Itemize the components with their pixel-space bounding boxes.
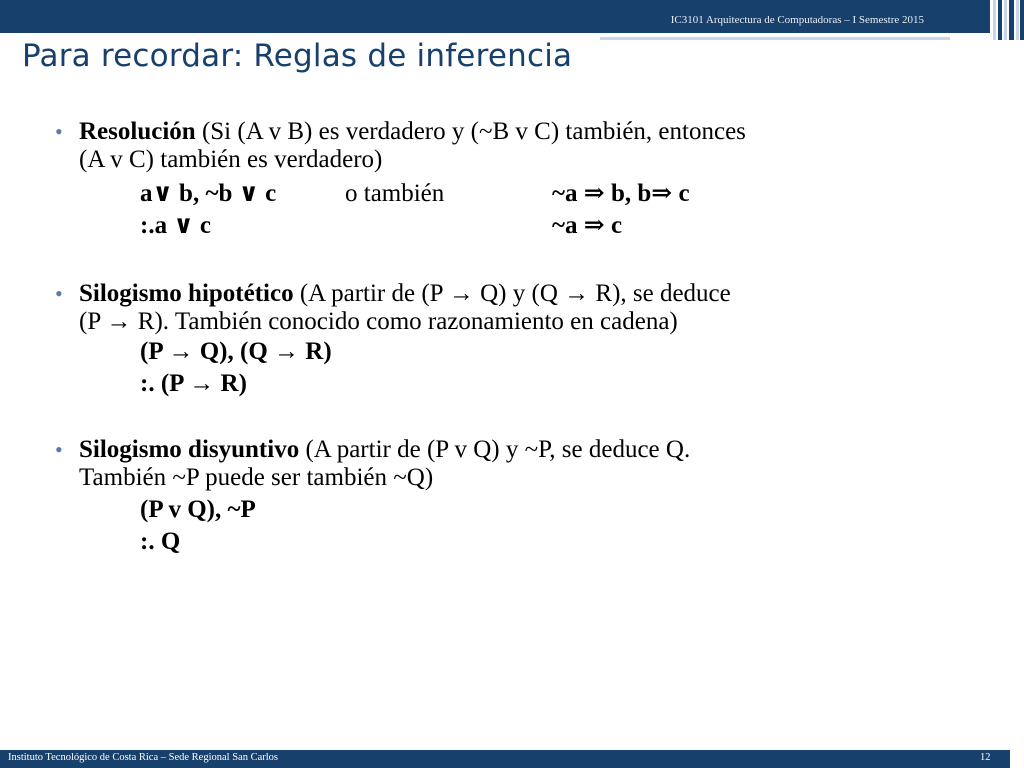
math-conclusion: :.a ∨ c bbox=[140, 212, 211, 239]
slide-content bbox=[55, 118, 955, 560]
bullet-text: (A partir de (P → Q) y (Q → R), se deduce bbox=[293, 280, 731, 307]
bullet-term: Silogismo hipotético bbox=[79, 280, 294, 307]
math-expression: (P v Q), ~P bbox=[140, 496, 256, 523]
bullet-text-continued: También ~P puede ser también ~Q) bbox=[79, 464, 434, 491]
math-conclusion: :. Q bbox=[140, 528, 181, 555]
bullet-text-continued: (A v C) también es verdadero) bbox=[79, 146, 383, 173]
math-connector: o también bbox=[345, 180, 445, 207]
math-expression: ~a ⇒ b, b⇒ c bbox=[552, 180, 690, 207]
math-expression: (P → Q), (Q → R) bbox=[140, 338, 332, 365]
bullet-resolucion bbox=[55, 118, 955, 174]
bullet-text: (A partir de (P v Q) y ~P, se deduce Q. bbox=[299, 436, 691, 463]
math-line bbox=[55, 338, 955, 370]
bullet-dot-icon: • bbox=[55, 119, 63, 144]
footer-institution: Instituto Tecnológico de Costa Rica – Sede Regional San Carlos bbox=[8, 752, 278, 763]
math-line bbox=[55, 496, 955, 528]
bullet-dot-icon: • bbox=[55, 437, 63, 462]
slide-title: Para recordar: Reglas de inferencia bbox=[22, 38, 573, 74]
page-number: 12 bbox=[980, 752, 991, 763]
math-conclusion: :. (P → R) bbox=[140, 370, 247, 397]
bullet-term: Silogismo disyuntivo bbox=[79, 436, 300, 463]
math-line bbox=[55, 212, 955, 244]
math-line bbox=[55, 370, 955, 402]
course-header: IC3101 Arquitectura de Computadoras – I Semestre 2015 bbox=[670, 14, 924, 26]
bullet-silogismo-hipotetico bbox=[55, 280, 955, 336]
bullet-text: (Si (A v B) es verdadero y (~B v C) también, entonces bbox=[195, 118, 746, 145]
bullet-silogismo-disyuntivo bbox=[55, 436, 955, 492]
bullet-text-continued: (P → R). También conocido como razonamiento en cadena) bbox=[79, 308, 678, 335]
math-line bbox=[55, 180, 955, 212]
math-line bbox=[55, 528, 955, 560]
math-conclusion: ~a ⇒ c bbox=[552, 212, 623, 239]
bullet-term: Resolución bbox=[79, 118, 196, 145]
header-underline bbox=[600, 37, 950, 40]
math-expression: a∨ b, ~b ∨ c bbox=[140, 180, 277, 207]
bullet-dot-icon: • bbox=[55, 281, 63, 306]
